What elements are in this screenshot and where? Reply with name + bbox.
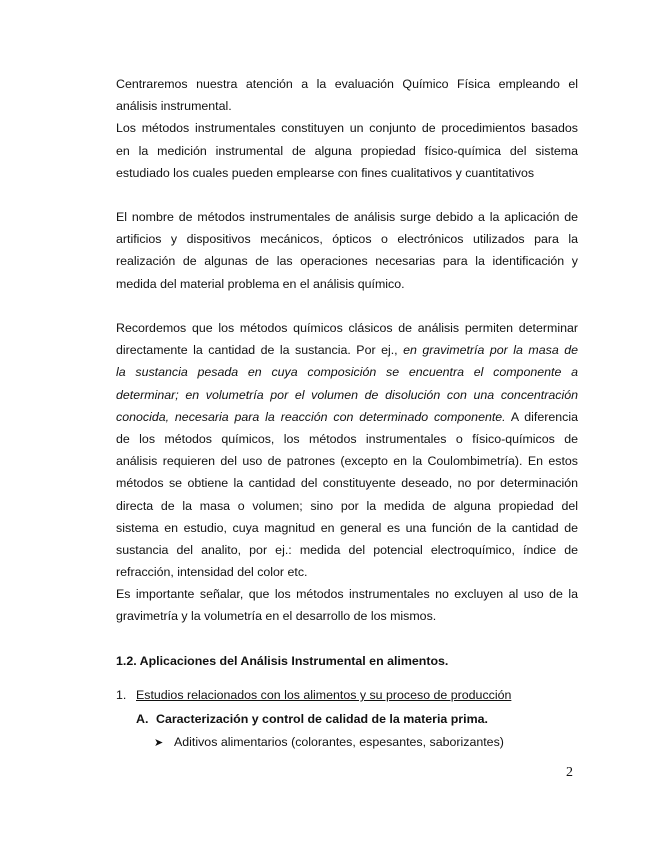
- text-line: [116, 384, 578, 406]
- list-item-number: 1.: [116, 688, 127, 702]
- text-line: El nombre de métodos instrumentales de análisis surge debido a la aplicación de: [116, 210, 578, 224]
- bullet-text: Aditivos alimentarios (colorantes, espesantes, saborizantes): [174, 735, 504, 749]
- text-line: refracción, intensidad del color etc.: [116, 565, 308, 580]
- text-line: Recordemos que los métodos químicos clásicos de análisis permiten determinar: [116, 321, 578, 335]
- paragraph-intro: [116, 73, 578, 184]
- paragraph-metodos-clasicos: [116, 317, 578, 628]
- text-line: artificios y dispositivos mecánicos, ópticos o electrónicos utilizados para la: [116, 232, 578, 247]
- text-line: métodos se obtiene la cantidad del constituyente deseado, no por determinación: [116, 476, 578, 491]
- text-line: [116, 406, 578, 428]
- arrow-bullet-icon: ➤: [154, 737, 164, 749]
- section-heading: 1.2. Aplicaciones del Análisis Instrumental en alimentos.: [116, 654, 449, 668]
- sublist-label: A.: [136, 712, 149, 726]
- text-line: Es importante señalar, que los métodos instrumentales no excluyen al uso de la: [116, 587, 578, 602]
- italic-span: conocida, necesaria para la reacción con determinado componente.: [116, 409, 506, 424]
- italic-span: la sustancia pesada en cuya composición se encuentra el componente a: [116, 365, 578, 380]
- text-line: directa de la masa o volumen; sino por la medida de alguna propiedad del: [116, 498, 578, 513]
- text-line: medida del material problema en el análisis químico.: [116, 276, 405, 291]
- text-line: gravimetría y la volumetría en el desarrollo de los mismos.: [116, 609, 437, 624]
- page-number: 2: [566, 765, 573, 780]
- paragraph-nombre-metodos: [116, 206, 578, 295]
- text-line: Los métodos instrumentales constituyen un conjunto de procedimientos basados: [116, 121, 578, 136]
- text-line: en la medición instrumental de alguna propiedad físico-química del sistema: [116, 143, 578, 158]
- bullet-item: [154, 735, 504, 749]
- text-line: de los métodos químicos, los métodos instrumentales o físico-químicos de: [116, 431, 578, 446]
- text-line: estudiado los cuales pueden emplearse con fines cualitativos y cuantitativos: [116, 165, 535, 180]
- italic-span: en gravimetría por la masa de: [403, 343, 578, 358]
- text-line: análisis requieren del uso de patrones (excepto en la Coulombimetría). En estos: [116, 454, 578, 469]
- text-span: directamente la cantidad de la sustancia. Por ej.,: [116, 343, 404, 358]
- text-line: análisis instrumental.: [116, 99, 232, 114]
- text-line: sistema en estudio, cuya magnitud en general es una función de la cantidad de: [116, 520, 578, 535]
- text-line: Centraremos nuestra atención a la evaluación Químico Física empleando el: [116, 77, 578, 91]
- italic-span: determinar; en volumetría por el volumen de disolución con una concentración: [116, 387, 578, 402]
- text-line: realización de algunas de las operaciones necesarias para la identificación y: [116, 254, 578, 269]
- text-line: sustancia del analito, por ej.: medida del potencial electroquímico, índice de: [116, 542, 578, 557]
- text-line: [116, 339, 578, 361]
- text-line: [116, 361, 578, 383]
- text-span: A diferencia: [505, 409, 579, 424]
- list-item-studies: Estudios relacionados con los alimentos y su proceso de producción: [136, 688, 512, 702]
- sublist-item-characterization: Caracterización y control de calidad de la materia prima.: [156, 712, 488, 726]
